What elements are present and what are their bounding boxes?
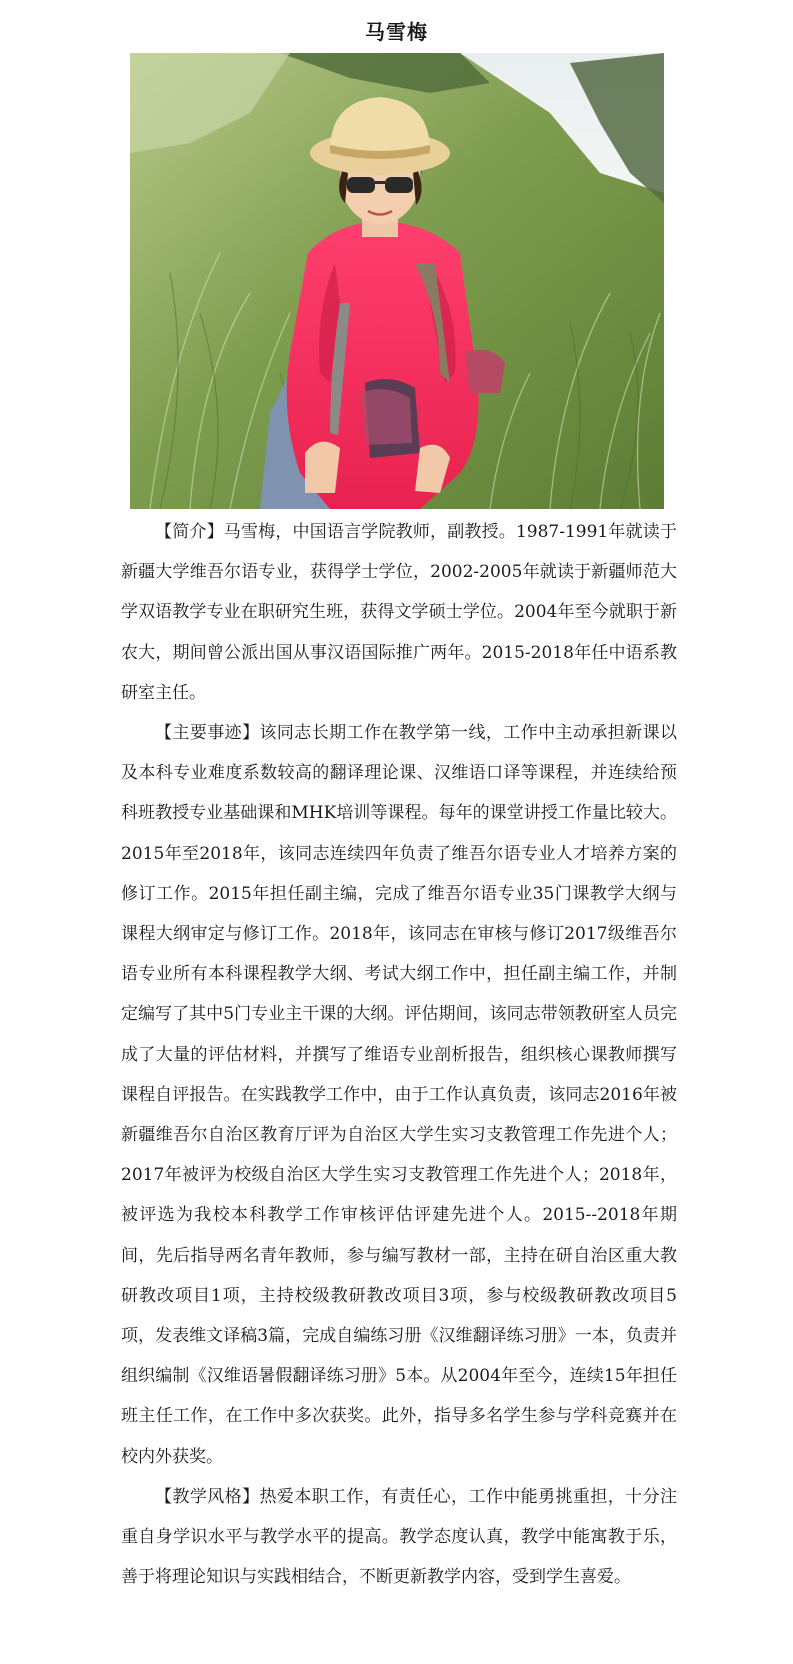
- paragraph-intro: 【简介】马雪梅，中国语言学院教师，副教授。1987-1991年就读于新疆大学维吾尔语专业，获得学士学位，2002-2005年就读于新疆师范大学双语教学专业在职研究生班，获得文学硕士学位。2004年至今就职于新农大，期间曾公派出国从事汉语国际推广两年。2015-2018年任中语系教研室主任。: [121, 522, 677, 703]
- article-body: [121, 512, 677, 1597]
- portrait-photo: [130, 53, 664, 509]
- paragraph-achievements: 【主要事迹】该同志长期工作在教学第一线，工作中主动承担新课以及本科专业难度系数较高的翻译理论课、汉维语口译等课程，并连续给预科班教授专业基础课和MHK培训等课程。每年的课堂讲授工作量比较大。2015年至2018年，该同志连续四年负责了维吾尔语专业人才培养方案的修订工作。2015年担任副主编，完成了维吾尔语专业35门课教学大纲与课程大纲审定与修订工作。2018年，该同志在审核与修订2017级维吾尔语专业所有本科课程教学大纲、考试大纲工作中，担任副主编工作，并制定编写了其中5门专业主干课的大纲。评估期间，该同志带领教研室人员完成了大量的评估材料，并撰写了维语专业剖析报告，组织核心课教师撰写课程自评报告。在实践教学工作中，由于工作认真负责，该同志2016年被新疆维吾尔自治区教育厅评为自治区大学生实习支教管理工作先进个人；2017年被评为校级自治区大学生实习支教管理工作先进个人；2018年，被评选为我校本科教学工作审核评估评建先进个人。2015--2018年期间，先后指导两名青年教师，参与编写教材一部，主持在研自治区重大教研教改项目1项，主持校级教研教改项目3项，参与校级教研教改项目5项，发表维文译稿3篇，完成自编练习册《汉维翻译练习册》一本，负责并组织编制《汉维语暑假翻译练习册》5本。从2004年至今，连续15年担任班主任工作，在工作中多次获奖。此外，指导多名学生参与学科竞赛并在校内外获奖。: [121, 723, 677, 1467]
- paragraph-teaching-style: 【教学风格】热爱本职工作，有责任心，工作中能勇挑重担，十分注重自身学识水平与教学水平的提高。教学态度认真，教学中能寓教于乐，善于将理论知识与实践相结合，不断更新教学内容，受到学生喜爱。: [121, 1486, 677, 1588]
- page-title: 马雪梅: [365, 20, 428, 44]
